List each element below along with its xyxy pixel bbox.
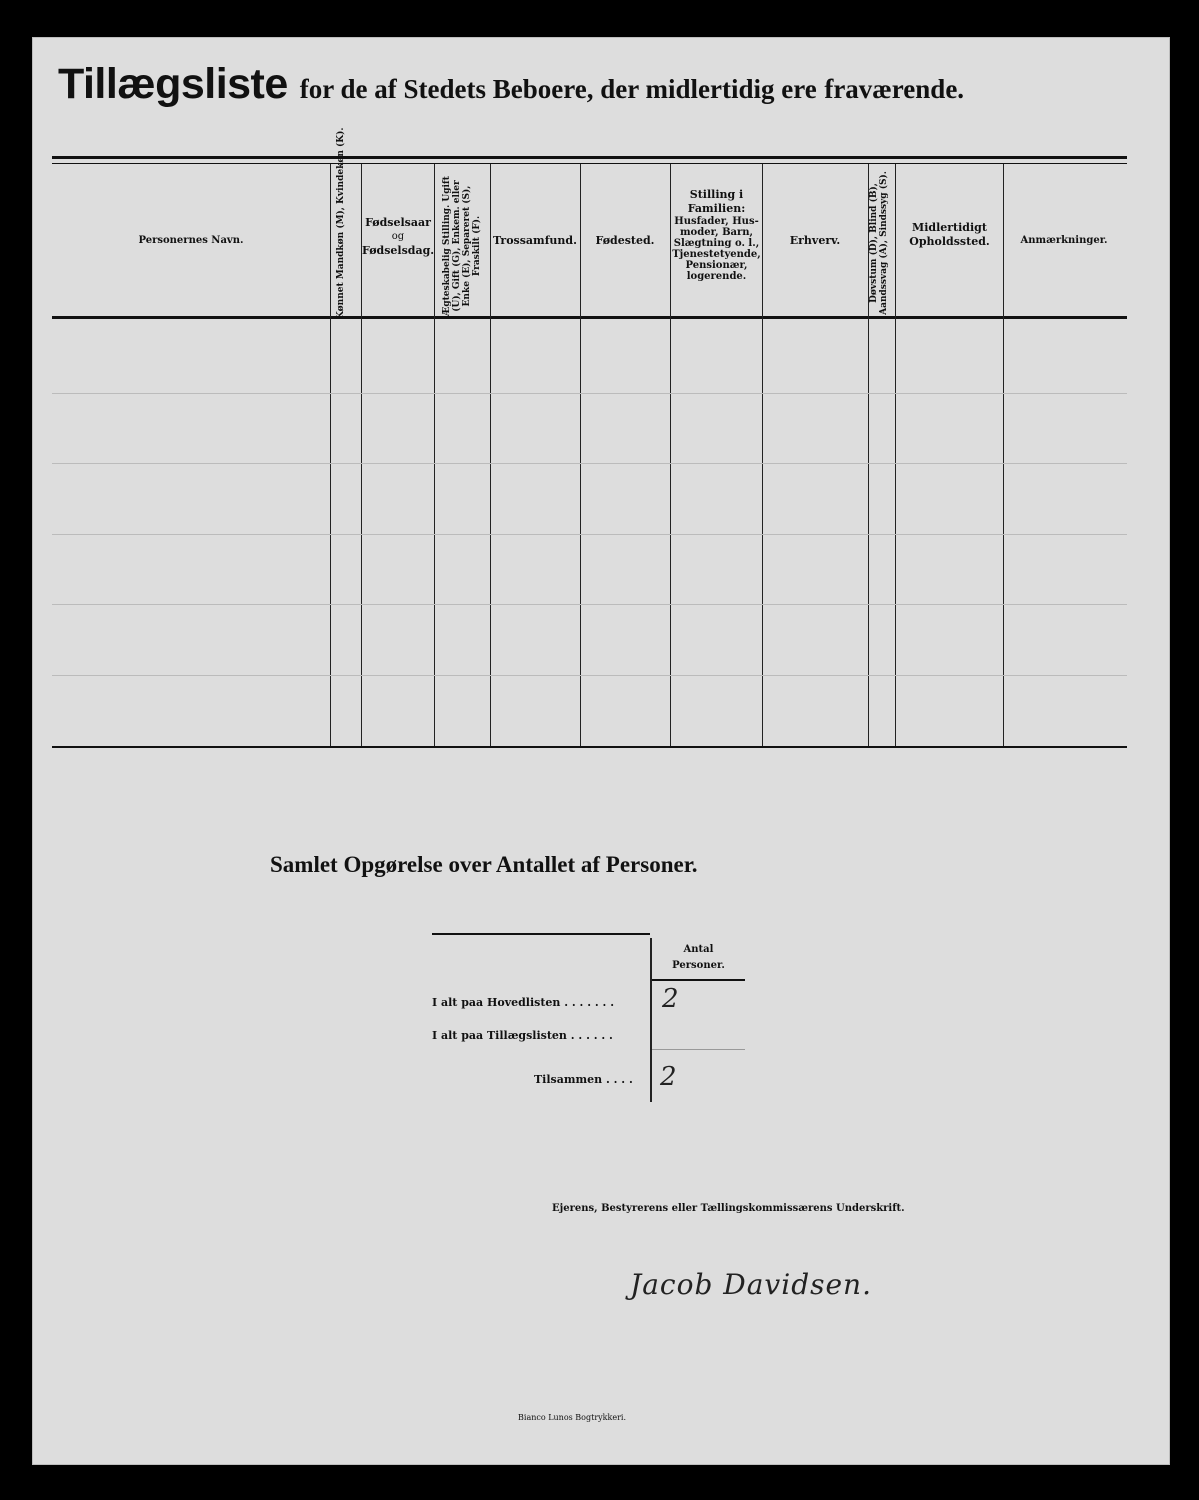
col-divider	[762, 164, 763, 746]
row-line	[52, 675, 1127, 676]
row-line	[52, 463, 1127, 464]
header-occupation: Erhverv.	[789, 234, 841, 247]
table-bottom-rule	[52, 746, 1127, 748]
summary-title: Samlet Opgørelse over Antallet af Personer.	[270, 852, 698, 877]
header-remarks: Anmærkninger.	[1020, 235, 1108, 246]
summary-header-rule	[652, 979, 745, 981]
row-line	[52, 393, 1127, 394]
form-sheet	[32, 37, 1170, 1465]
title-main: Tillægsliste	[58, 60, 288, 108]
title-middle: for de af Stedets Beboere, der midlertidig ere	[299, 74, 817, 104]
summary-label-tillaegsliste: I alt paa Tillægslisten . . . . . .	[432, 1029, 613, 1042]
header-disability: Døvstum (D), Blind (B), Aandssvag (A), Sindssyg (S).	[869, 171, 889, 315]
header-marital: Ægteskabelig Stilling. Ugift (U), Gift (G), Enkem. eller Enke (E), Separeret (S), Fraskilt (F).	[442, 176, 482, 316]
row-line	[52, 604, 1127, 605]
signature-name: Jacob Davidsen.	[630, 1268, 872, 1301]
col-divider	[1003, 164, 1004, 746]
col-divider	[490, 164, 491, 746]
page-title	[58, 60, 1098, 109]
col-divider	[895, 164, 896, 746]
summary-row-line	[652, 1049, 745, 1050]
header-name: Personernes Navn.	[138, 235, 244, 246]
table-top-rule	[52, 156, 1127, 159]
printer-imprint: Bianco Lunos Bogtrykkeri.	[518, 1413, 627, 1422]
header-religion: Trossamfund.	[493, 234, 577, 247]
summary-col-header: Antal Personer.	[672, 944, 725, 971]
summary-value-hovedliste: 2	[662, 984, 679, 1014]
summary-top-rule	[432, 933, 650, 935]
col-divider	[330, 164, 331, 746]
summary-label-tilsammen: Tilsammen . . . .	[534, 1073, 633, 1086]
title-bold-end: fraværende.	[824, 74, 965, 104]
header-temp-residence: Midlertidigt Opholdssted.	[909, 221, 990, 248]
header-family-position: Stilling i Familien: Husfader, Hus- moder, Barn, Slægtning o. l., Tjenestetyende, Pensionær, logerende.	[672, 188, 761, 282]
row-line	[52, 534, 1127, 535]
header-birthplace: Fødested.	[595, 234, 655, 247]
summary-label-hovedliste: I alt paa Hovedlisten . . . . . . .	[432, 996, 615, 1009]
summary-value-tilsammen: 2	[660, 1062, 677, 1092]
header-sex: Kønnet Mandkøn (M), Kvindekøn (K).	[336, 127, 346, 319]
signature-label: Ejerens, Bestyrerens eller Tællingskommissærens Underskrift.	[552, 1203, 905, 1214]
table-header-rule	[52, 316, 1127, 319]
table-top-rule-thin	[52, 163, 1127, 164]
header-birth: Fødselsaar og Fødselsdag.	[362, 216, 435, 257]
col-divider	[580, 164, 581, 746]
col-divider	[434, 164, 435, 746]
